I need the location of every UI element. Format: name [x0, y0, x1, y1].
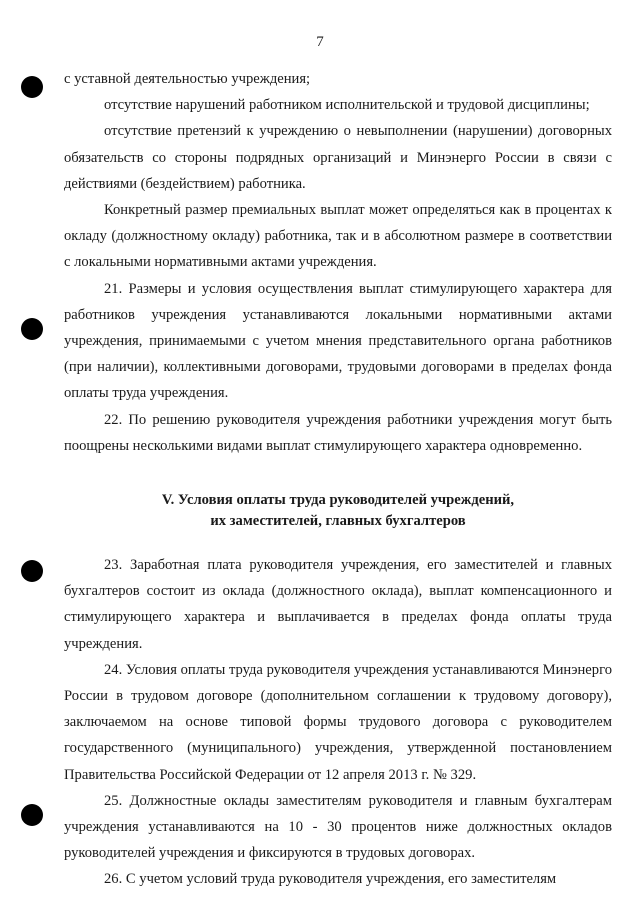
- paragraph: 23. Заработная плата руководителя учреждения, его заместителей и главных бухгалтеров состоит из оклада (должностного оклада), выплат компенсационного и стимулирующего характера и выплачивается в пределах фонда оплаты труда учреждения.: [64, 557, 612, 652]
- paragraph: 25. Должностные оклады заместителям руководителя и главным бухгалтерам учреждения устанавливаются на 10 - 30 процентов ниже должностных окладов руководителей учреждения и фиксируются в трудовых договорах.: [64, 792, 612, 862]
- punch-hole-mark: [21, 560, 43, 582]
- punch-hole-mark: [21, 804, 43, 826]
- section-heading: [64, 490, 612, 532]
- paragraph: с уставной деятельностью учреждения;: [64, 71, 311, 87]
- paragraph: 21. Размеры и условия осуществления выплат стимулирующего характера для работников учреждения устанавливаются локальными нормативными актами учреждения, принимаемыми с учетом мнения представительного органа работников (при наличии), коллективными договорами, трудовыми договорами в пределах фонда оплаты труда учреждения.: [64, 280, 612, 402]
- paragraph: Конкретный размер премиальных выплат может определяться как в процентах к окладу (должностному окладу) работника, так и в абсолютном размере в соответствии с локальными нормативными актами учреждения.: [64, 202, 612, 271]
- paragraph: отсутствие претензий к учреждению о невыполнении (нарушении) договорных обязательств со стороны подрядных организаций и Минэнерго России в связи с действиями (бездействием) работника.: [64, 123, 612, 192]
- paragraph: 26. С учетом условий труда руководителя учреждения, его заместителям: [104, 871, 557, 888]
- paragraph: отсутствие нарушений работником исполнительской и трудовой дисциплины;: [104, 97, 590, 114]
- document-body: [64, 66, 612, 893]
- page-number: 7: [316, 34, 324, 50]
- paragraph: 22. По решению руководителя учреждения работники учреждения могут быть поощрены несколькими видами выплат стимулирующего характера одновременно.: [64, 411, 612, 454]
- punch-hole-mark: [21, 76, 43, 98]
- punch-hole-mark: [21, 318, 43, 340]
- paragraph: 24. Условия оплаты труда руководителя учреждения устанавливаются Минэнерго России в трудовом договоре (дополнительном соглашении к трудовому договору), заключаемом на основе типовой формы трудового договора с руководителем государственного (муниципального) учреждения, утвержденной постановлением Правительства Российской Федерации от 12 апреля 2013 г. № 329.: [64, 661, 612, 783]
- section-heading-line: V. Условия оплаты труда руководителей учреждений,: [161, 492, 515, 509]
- section-heading-line: их заместителей, главных бухгалтеров: [210, 513, 466, 530]
